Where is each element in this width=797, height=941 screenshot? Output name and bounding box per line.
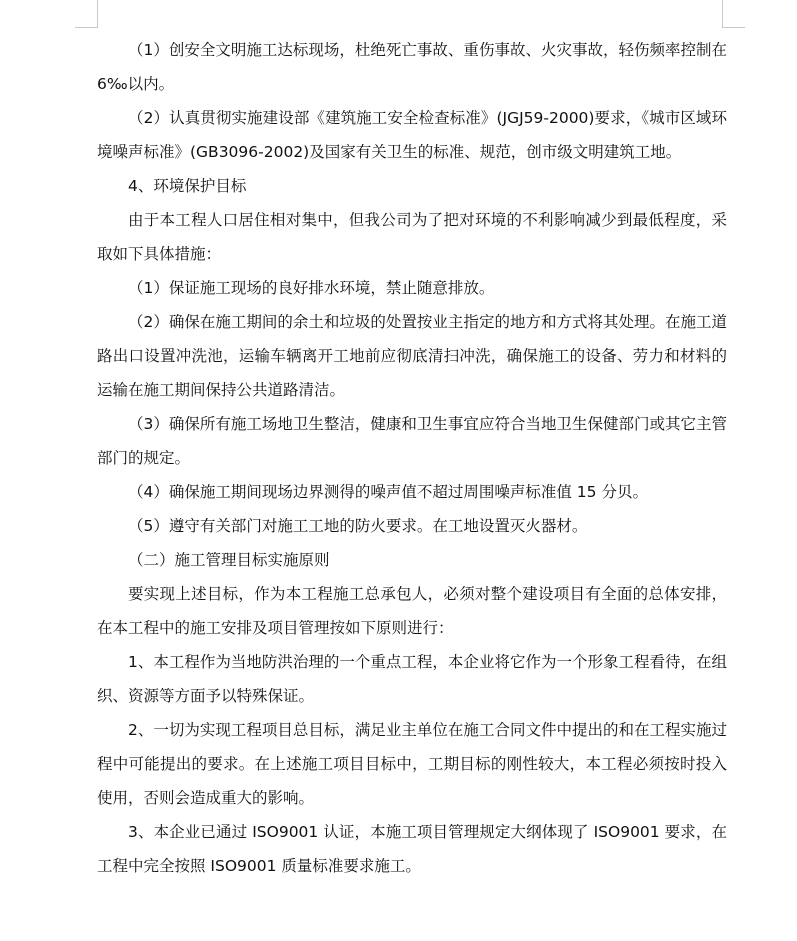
paragraph: 3、本企业已通过 ISO9001 认证，本施工项目管理规定大纲体现了 ISO9001 要求，在工程中完全按照 ISO9001 质量标准要求施工。 [97, 823, 727, 875]
paragraph: （1）创安全文明施工达标现场，杜绝死亡事故、重伤事故、火灾事故，轻伤频率控制在 6‰以内。 [97, 41, 727, 93]
paragraph: 由于本工程人口居住相对集中，但我公司为了把对环境的不利影响减少到最低程度，采取如下具体措施： [97, 211, 727, 263]
paragraph: （1）保证施工现场的良好排水环境，禁止随意排放。 [128, 279, 495, 297]
section-heading: （二）施工管理目标实施原则 [128, 551, 330, 569]
paragraph: 1、本工程作为当地防洪治理的一个重点工程，本企业将它作为一个形象工程看待，在组织、资源等方面予以特殊保证。 [97, 653, 727, 705]
paragraph: （2）认真贯彻实施建设部《建筑施工安全检查标准》(JGJ59-2000)要求，《城市区域环境噪声标准》(GB3096-2002)及国家有关卫生的标准、规范，创市级文明建筑工地。 [97, 109, 727, 161]
paragraph: （5）遵守有关部门对施工工地的防火要求。在工地设置灭火器材。 [128, 517, 588, 535]
crop-mark-top-left [75, 0, 98, 28]
paragraph: 要实现上述目标，作为本工程施工总承包人，必须对整个建设项目有全面的总体安排，在本工程中的施工安排及项目管理按如下原则进行： [97, 585, 727, 637]
paragraph: （4）确保施工期间现场边界测得的噪声值不超过周围噪声标准值 15 分贝。 [128, 483, 648, 501]
paragraph: 2、一切为实现工程项目总目标，满足业主单位在施工合同文件中提出的和在工程实施过程中可能提出的要求。在上述施工项目目标中，工期目标的刚性较大，本工程必须按时投入使用，否则会造成重大的影响。 [97, 721, 727, 807]
paragraph: （2）确保在施工期间的余土和垃圾的处置按业主指定的地方和方式将其处理。在施工道路出口设置冲洗池，运输车辆离开工地前应彻底清扫冲洗，确保施工的设备、劳力和材料的运输在施工期间保持公共道路清洁。 [97, 313, 727, 399]
section-heading: 4、环境保护目标 [128, 177, 247, 195]
paragraph: （3）确保所有施工场地卫生整洁，健康和卫生事宜应符合当地卫生保健部门或其它主管部门的规定。 [97, 415, 727, 467]
document-body [97, 0, 727, 883]
